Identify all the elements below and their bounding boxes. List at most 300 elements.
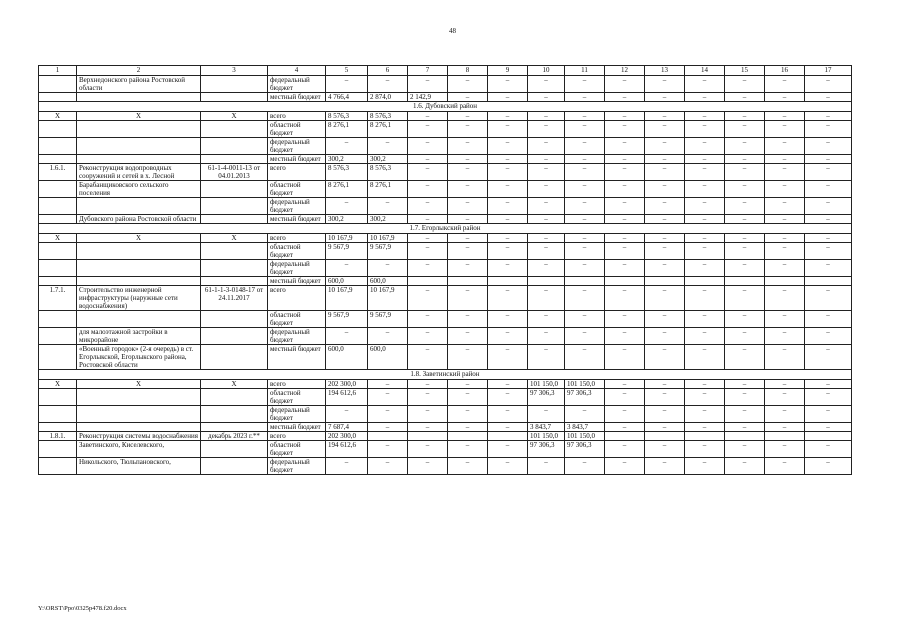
amount-cell: – <box>408 423 448 432</box>
amount-cell: 194 612,6 <box>326 389 368 406</box>
budget-table <box>38 65 852 475</box>
funding-source-cell: всего <box>268 286 326 311</box>
amount-cell: – <box>645 260 685 277</box>
amount-cell: – <box>765 198 805 215</box>
amount-cell: – <box>765 215 805 224</box>
amount-cell <box>408 277 448 286</box>
amount-cell: – <box>565 311 605 328</box>
table-row <box>39 121 852 138</box>
object-name-cell <box>77 243 201 260</box>
amount-cell: – <box>408 458 448 475</box>
amount-cell: 97 306,3 <box>565 389 605 406</box>
funding-source-cell: областной бюджет <box>268 389 326 406</box>
table-row <box>39 155 852 164</box>
document-cell <box>201 423 268 432</box>
table-row <box>39 138 852 155</box>
amount-cell: – <box>685 234 725 243</box>
amount-cell <box>725 432 765 441</box>
amount-cell: – <box>448 389 488 406</box>
amount-cell: 10 167,9 <box>368 234 408 243</box>
table-row <box>39 441 852 458</box>
funding-source-cell: федеральный бюджет <box>268 76 326 93</box>
amount-cell: – <box>488 260 528 277</box>
amount-cell: – <box>685 215 725 224</box>
amount-cell: – <box>488 328 528 345</box>
amount-cell: 202 300,0 <box>326 432 368 441</box>
amount-cell: – <box>605 234 645 243</box>
amount-cell: – <box>528 112 565 121</box>
amount-cell: 300,2 <box>326 155 368 164</box>
amount-cell <box>368 432 408 441</box>
amount-cell: – <box>528 155 565 164</box>
amount-cell: – <box>685 164 725 181</box>
amount-cell <box>725 277 765 286</box>
column-number-cell: 1 <box>39 66 77 76</box>
amount-cell: – <box>605 328 645 345</box>
object-name-cell: Х <box>77 380 201 389</box>
amount-cell: – <box>528 328 565 345</box>
amount-cell: – <box>685 458 725 475</box>
amount-cell: – <box>725 458 765 475</box>
amount-cell <box>448 432 488 441</box>
document-cell <box>201 328 268 345</box>
amount-cell: 101 150,0 <box>565 380 605 389</box>
amount-cell: – <box>448 441 488 458</box>
amount-cell: 101 150,0 <box>565 432 605 441</box>
amount-cell: – <box>408 441 448 458</box>
funding-source-cell: всего <box>268 380 326 389</box>
amount-cell <box>645 277 685 286</box>
item-number-cell <box>39 389 77 406</box>
amount-cell: – <box>408 121 448 138</box>
amount-cell: – <box>488 389 528 406</box>
amount-cell: – <box>448 155 488 164</box>
amount-cell: – <box>805 164 852 181</box>
amount-cell: – <box>645 155 685 164</box>
document-cell <box>201 121 268 138</box>
amount-cell: – <box>805 93 852 102</box>
amount-cell: – <box>685 311 725 328</box>
table-row <box>39 260 852 277</box>
amount-cell: 8 276,1 <box>326 181 368 198</box>
amount-cell: – <box>685 423 725 432</box>
amount-cell: – <box>685 76 725 93</box>
section-title: 1.7. Егорлыкский район <box>39 224 852 234</box>
funding-source-cell: областной бюджет <box>268 181 326 198</box>
amount-cell: – <box>565 76 605 93</box>
page-number: 48 <box>449 27 456 35</box>
amount-cell: – <box>326 76 368 93</box>
amount-cell: – <box>448 328 488 345</box>
section-row <box>39 102 852 112</box>
funding-source-cell: областной бюджет <box>268 121 326 138</box>
amount-cell: – <box>725 215 765 224</box>
amount-cell: – <box>645 121 685 138</box>
funding-source-cell: областной бюджет <box>268 441 326 458</box>
amount-cell: 9 567,9 <box>326 243 368 260</box>
column-number-row <box>39 66 852 76</box>
amount-cell: 600,0 <box>368 345 408 370</box>
amount-cell: – <box>685 345 725 370</box>
column-number-cell: 14 <box>685 66 725 76</box>
amount-cell: – <box>725 441 765 458</box>
object-name-cell: Дубовского района Ростовской области <box>77 215 201 224</box>
amount-cell: – <box>805 406 852 423</box>
table-row <box>39 181 852 198</box>
amount-cell: – <box>488 423 528 432</box>
amount-cell: – <box>765 93 805 102</box>
amount-cell: 97 306,3 <box>565 441 605 458</box>
amount-cell: – <box>565 121 605 138</box>
amount-cell: – <box>488 458 528 475</box>
amount-cell: – <box>565 93 605 102</box>
document-cell <box>201 389 268 406</box>
amount-cell: 9 567,9 <box>368 243 408 260</box>
amount-cell: – <box>685 260 725 277</box>
amount-cell: – <box>725 138 765 155</box>
amount-cell: 8 576,3 <box>326 164 368 181</box>
amount-cell: – <box>408 328 448 345</box>
amount-cell: 8 576,3 <box>368 112 408 121</box>
table-row <box>39 311 852 328</box>
amount-cell: – <box>408 345 448 370</box>
item-number-cell <box>39 243 77 260</box>
amount-cell: – <box>326 198 368 215</box>
amount-cell: – <box>565 406 605 423</box>
amount-cell: – <box>645 311 685 328</box>
amount-cell: – <box>448 311 488 328</box>
amount-cell: – <box>765 389 805 406</box>
object-name-cell: Заветинского, Киселевского, <box>77 441 201 458</box>
table-row <box>39 389 852 406</box>
amount-cell: – <box>448 215 488 224</box>
amount-cell: – <box>645 458 685 475</box>
amount-cell: – <box>448 164 488 181</box>
amount-cell: – <box>685 286 725 311</box>
amount-cell: – <box>368 138 408 155</box>
amount-cell: – <box>488 243 528 260</box>
amount-cell: – <box>368 380 408 389</box>
funding-source-cell: федеральный бюджет <box>268 198 326 215</box>
amount-cell: – <box>805 345 852 370</box>
amount-cell: – <box>605 112 645 121</box>
funding-source-cell: всего <box>268 432 326 441</box>
amount-cell: – <box>488 380 528 389</box>
column-number-cell: 6 <box>368 66 408 76</box>
document-cell: Х <box>201 380 268 389</box>
amount-cell <box>685 432 725 441</box>
item-number-cell: 1.6.1. <box>39 164 77 181</box>
column-number-cell: 12 <box>605 66 645 76</box>
amount-cell: – <box>765 423 805 432</box>
amount-cell <box>528 277 565 286</box>
funding-source-cell: всего <box>268 164 326 181</box>
amount-cell: – <box>725 198 765 215</box>
amount-cell: – <box>448 406 488 423</box>
item-number-cell: Х <box>39 234 77 243</box>
amount-cell: – <box>685 198 725 215</box>
amount-cell: – <box>408 406 448 423</box>
table-row <box>39 380 852 389</box>
amount-cell: – <box>528 406 565 423</box>
amount-cell: – <box>765 311 805 328</box>
amount-cell: – <box>685 155 725 164</box>
funding-source-cell: местный бюджет <box>268 93 326 102</box>
amount-cell: 2 142,9 <box>408 93 448 102</box>
amount-cell: – <box>408 243 448 260</box>
amount-cell <box>408 432 448 441</box>
object-name-cell: для малоэтажной застройки в микрорайоне <box>77 328 201 345</box>
amount-cell: – <box>408 164 448 181</box>
amount-cell: – <box>326 138 368 155</box>
amount-cell: 8 576,3 <box>326 112 368 121</box>
amount-cell: – <box>528 458 565 475</box>
table-row <box>39 76 852 93</box>
table-row <box>39 164 852 181</box>
item-number-cell <box>39 215 77 224</box>
item-number-cell <box>39 198 77 215</box>
column-number-cell: 4 <box>268 66 326 76</box>
table-row <box>39 234 852 243</box>
amount-cell: – <box>645 181 685 198</box>
amount-cell <box>645 432 685 441</box>
column-number-cell: 17 <box>805 66 852 76</box>
funding-source-cell: областной бюджет <box>268 243 326 260</box>
amount-cell: – <box>528 198 565 215</box>
amount-cell: – <box>605 441 645 458</box>
amount-cell: – <box>805 198 852 215</box>
item-number-cell <box>39 328 77 345</box>
amount-cell: – <box>725 76 765 93</box>
document-cell: декабрь 2023 г.** <box>201 432 268 441</box>
amount-cell: – <box>805 181 852 198</box>
amount-cell: – <box>448 121 488 138</box>
item-number-cell <box>39 155 77 164</box>
amount-cell: – <box>565 164 605 181</box>
object-name-cell <box>77 423 201 432</box>
item-number-cell <box>39 181 77 198</box>
document-cell <box>201 243 268 260</box>
object-name-cell: Никольского, Тюльпановского, <box>77 458 201 475</box>
amount-cell: 3 843,7 <box>528 423 565 432</box>
item-number-cell: 1.7.1. <box>39 286 77 311</box>
amount-cell: – <box>725 155 765 164</box>
funding-source-cell: федеральный бюджет <box>268 138 326 155</box>
item-number-cell: Х <box>39 380 77 389</box>
section-title: 1.6. Дубовский район <box>39 102 852 112</box>
amount-cell: – <box>645 164 685 181</box>
amount-cell: – <box>725 121 765 138</box>
amount-cell: – <box>528 121 565 138</box>
amount-cell: – <box>645 234 685 243</box>
amount-cell: – <box>408 311 448 328</box>
object-name-cell <box>77 277 201 286</box>
amount-cell: – <box>605 181 645 198</box>
amount-cell: – <box>528 138 565 155</box>
object-name-cell <box>77 155 201 164</box>
amount-cell: 8 276,1 <box>368 121 408 138</box>
amount-cell: – <box>765 380 805 389</box>
amount-cell: – <box>685 138 725 155</box>
object-name-cell <box>77 260 201 277</box>
amount-cell: – <box>725 406 765 423</box>
object-name-cell <box>77 121 201 138</box>
amount-cell: – <box>725 243 765 260</box>
amount-cell: – <box>368 328 408 345</box>
amount-cell: 8 276,1 <box>326 121 368 138</box>
amount-cell: – <box>528 164 565 181</box>
funding-source-cell: всего <box>268 112 326 121</box>
amount-cell: – <box>368 441 408 458</box>
amount-cell: – <box>765 406 805 423</box>
amount-cell: – <box>685 243 725 260</box>
column-number-cell: 2 <box>77 66 201 76</box>
object-name-cell <box>77 389 201 406</box>
amount-cell: 600,0 <box>326 345 368 370</box>
amount-cell: – <box>725 423 765 432</box>
column-number-cell: 10 <box>528 66 565 76</box>
amount-cell: – <box>725 389 765 406</box>
amount-cell: – <box>605 155 645 164</box>
amount-cell: – <box>448 380 488 389</box>
column-number-cell: 16 <box>765 66 805 76</box>
amount-cell: – <box>605 243 645 260</box>
amount-cell: – <box>565 458 605 475</box>
amount-cell: 10 167,9 <box>326 234 368 243</box>
amount-cell: – <box>805 138 852 155</box>
amount-cell: 300,2 <box>368 155 408 164</box>
document-cell <box>201 76 268 93</box>
document-cell <box>201 198 268 215</box>
amount-cell: – <box>805 380 852 389</box>
amount-cell: – <box>605 93 645 102</box>
document-cell <box>201 93 268 102</box>
table-row <box>39 286 852 311</box>
document-cell <box>201 181 268 198</box>
object-name-cell <box>77 406 201 423</box>
amount-cell: – <box>805 441 852 458</box>
amount-cell: – <box>645 93 685 102</box>
amount-cell: – <box>488 198 528 215</box>
amount-cell: – <box>528 345 565 370</box>
amount-cell: – <box>448 243 488 260</box>
amount-cell: – <box>765 138 805 155</box>
amount-cell: – <box>408 389 448 406</box>
amount-cell: – <box>725 286 765 311</box>
amount-cell: 8 276,1 <box>368 181 408 198</box>
document-cell: Х <box>201 112 268 121</box>
section-title: 1.8. Заветинский район <box>39 370 852 380</box>
amount-cell: – <box>805 234 852 243</box>
amount-cell: – <box>565 286 605 311</box>
item-number-cell <box>39 76 77 93</box>
amount-cell: – <box>645 380 685 389</box>
amount-cell: – <box>805 458 852 475</box>
object-name-cell: Х <box>77 112 201 121</box>
amount-cell: 9 567,9 <box>368 311 408 328</box>
amount-cell: – <box>805 76 852 93</box>
amount-cell <box>765 277 805 286</box>
amount-cell: 7 687,4 <box>326 423 368 432</box>
funding-source-cell: федеральный бюджет <box>268 260 326 277</box>
amount-cell <box>765 432 805 441</box>
amount-cell: – <box>488 138 528 155</box>
funding-source-cell: местный бюджет <box>268 215 326 224</box>
amount-cell: – <box>488 93 528 102</box>
amount-cell <box>805 432 852 441</box>
amount-cell: – <box>805 121 852 138</box>
amount-cell: – <box>528 260 565 277</box>
amount-cell: – <box>326 328 368 345</box>
amount-cell: – <box>805 215 852 224</box>
amount-cell: – <box>368 389 408 406</box>
funding-source-cell: местный бюджет <box>268 423 326 432</box>
object-name-cell: Верхнедонского района Ростовской области <box>77 76 201 93</box>
column-number-cell: 8 <box>448 66 488 76</box>
amount-cell: – <box>765 328 805 345</box>
funding-source-cell: местный бюджет <box>268 155 326 164</box>
object-name-cell <box>77 311 201 328</box>
amount-cell: – <box>488 112 528 121</box>
amount-cell: – <box>765 155 805 164</box>
amount-cell: 300,2 <box>368 215 408 224</box>
amount-cell: – <box>765 260 805 277</box>
table-row <box>39 93 852 102</box>
amount-cell: 4 766,4 <box>326 93 368 102</box>
amount-cell: – <box>605 389 645 406</box>
amount-cell: – <box>765 164 805 181</box>
object-name-cell <box>77 198 201 215</box>
amount-cell: – <box>528 243 565 260</box>
amount-cell: – <box>488 234 528 243</box>
funding-source-cell: областной бюджет <box>268 311 326 328</box>
amount-cell: – <box>725 181 765 198</box>
funding-source-cell: федеральный бюджет <box>268 406 326 423</box>
amount-cell: – <box>645 345 685 370</box>
table-row <box>39 458 852 475</box>
amount-cell: – <box>805 260 852 277</box>
amount-cell: – <box>605 345 645 370</box>
amount-cell: – <box>488 181 528 198</box>
document-cell <box>201 138 268 155</box>
amount-cell: – <box>805 389 852 406</box>
amount-cell: – <box>645 112 685 121</box>
table-row <box>39 243 852 260</box>
amount-cell: 101 150,0 <box>528 380 565 389</box>
amount-cell: 600,0 <box>368 277 408 286</box>
amount-cell: – <box>725 260 765 277</box>
amount-cell: 10 167,9 <box>326 286 368 311</box>
funding-source-cell: местный бюджет <box>268 345 326 370</box>
amount-cell <box>488 432 528 441</box>
amount-cell: – <box>408 286 448 311</box>
document-cell <box>201 155 268 164</box>
amount-cell: 9 567,9 <box>326 311 368 328</box>
amount-cell: – <box>765 76 805 93</box>
item-number-cell <box>39 406 77 423</box>
column-number-cell: 3 <box>201 66 268 76</box>
item-number-cell <box>39 311 77 328</box>
amount-cell: – <box>605 164 645 181</box>
object-name-cell <box>77 138 201 155</box>
item-number-cell: 1.8.1. <box>39 432 77 441</box>
amount-cell: – <box>605 286 645 311</box>
amount-cell <box>805 277 852 286</box>
amount-cell: – <box>448 260 488 277</box>
object-name-cell: Реконструкция системы водоснабжения <box>77 432 201 441</box>
footer-path: Y:\ORST\Ppo\0325p478.f20.docx <box>38 605 127 612</box>
section-row <box>39 370 852 380</box>
